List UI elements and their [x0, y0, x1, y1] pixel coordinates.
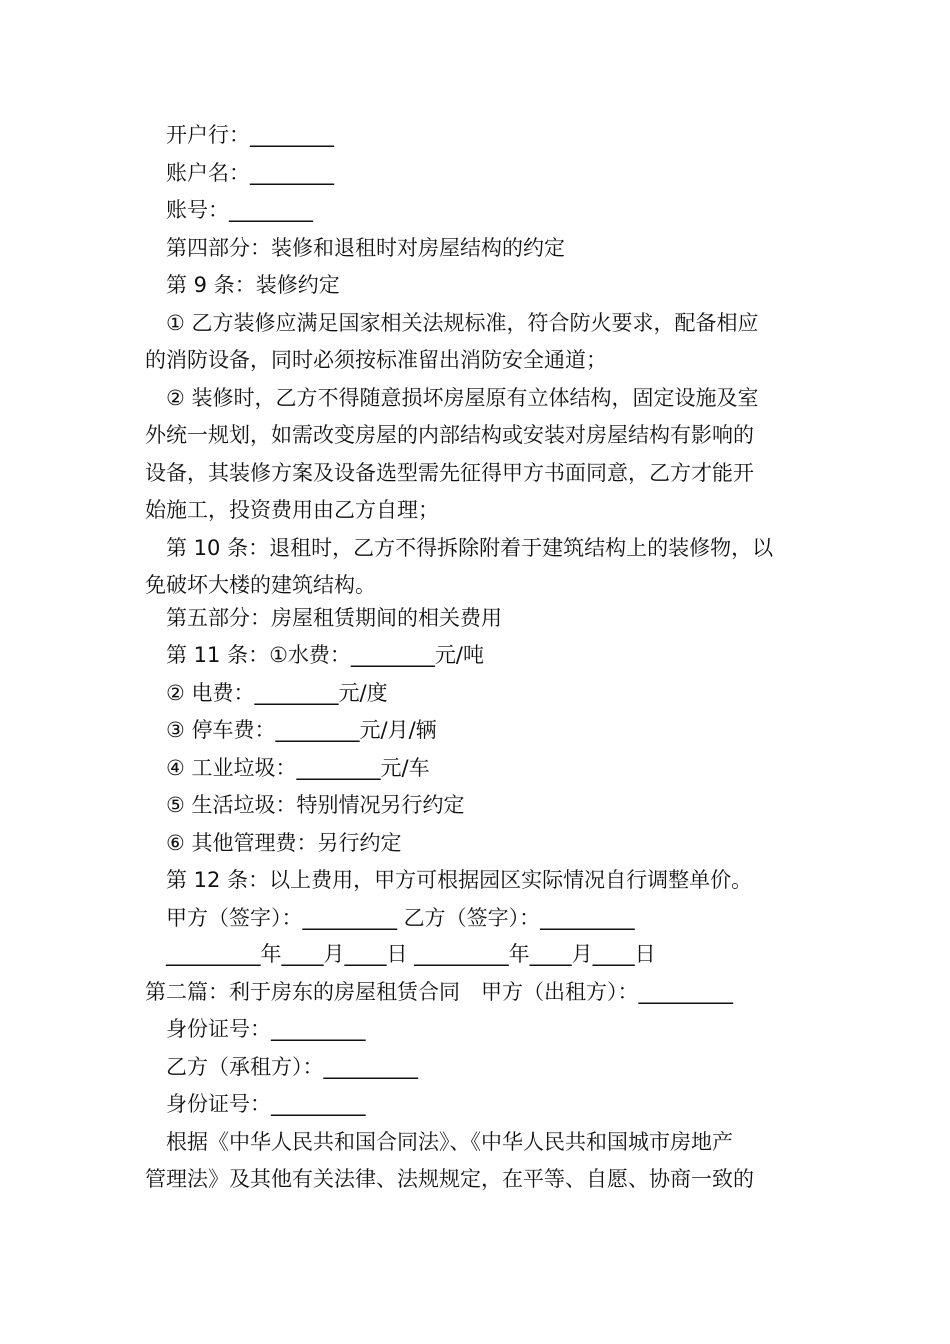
article-9-item-1-line-1: ① 乙方装修应满足国家相关法规标准，符合防火要求，配备相应: [166, 311, 759, 335]
account-number-line: 账号：________: [166, 198, 313, 222]
lessor-id-number-line: 身份证号：_________: [166, 1017, 366, 1041]
article-11-other-fees: ⑥ 其他管理费：另行约定: [166, 831, 402, 855]
signature-line: 甲方（签字）：_________ 乙方（签字）：_________: [166, 906, 635, 930]
article-11-domestic-waste: ⑤ 生活垃圾：特别情况另行约定: [166, 793, 465, 817]
part-five-heading: 第五部分：房屋租赁期间的相关费用: [166, 606, 502, 630]
article-9-item-2-line-4: 始施工，投资费用由乙方自理；: [145, 498, 439, 522]
account-name-line: 账户名：________: [166, 161, 334, 185]
article-9-item-2-line-3: 设备，其装修方案及设备选型需先征得甲方书面同意，乙方才能开: [145, 461, 754, 485]
article-11-electricity-fee: ② 电费：________元/度: [166, 681, 388, 705]
part-four-heading: 第四部分：装修和退租时对房屋结构的约定: [166, 236, 565, 260]
article-10-line-2: 免破坏大楼的建筑结构。: [145, 573, 376, 597]
article-12-line: 第 12 条：以上费用，甲方可根据园区实际情况自行调整单价。: [166, 868, 753, 892]
date-line: _________年____月____日 _________年____月____日: [166, 942, 656, 966]
second-contract-title-line: 第二篇：利于房东的房屋租赁合同 甲方（出租方）：_________: [145, 980, 733, 1004]
article-9-item-2-line-2: 外统一规划，如需改变房屋的内部结构或安装对房屋结构有影响的: [145, 423, 754, 447]
lessee-line: 乙方（承租方）：_________: [166, 1055, 418, 1079]
article-11-industrial-waste: ④ 工业垃圾：________元/车: [166, 756, 430, 780]
bank-name-line: 开户行：________: [166, 123, 334, 147]
article-10-line-1: 第 10 条：退租时，乙方不得拆除附着于建筑结构上的装修物，以: [166, 536, 774, 560]
article-9-heading: 第 9 条：装修约定: [166, 273, 340, 297]
article-11-water-fee: 第 11 条：①水费：________元/吨: [166, 643, 484, 667]
legal-basis-line-1: 根据《中华人民共和国合同法》、《中华人民共和国城市房地产: [166, 1130, 733, 1154]
legal-basis-line-2: 管理法》及其他有关法律、法规规定，在平等、自愿、协商一致的: [145, 1167, 754, 1191]
article-9-item-1-line-2: 的消防设备，同时必须按标准留出消防安全通道；: [145, 348, 607, 372]
article-11-parking-fee: ③ 停车费：________元/月/辆: [166, 718, 437, 742]
article-9-item-2-line-1: ② 装修时，乙方不得随意损坏房屋原有立体结构，固定设施及室: [166, 386, 759, 410]
lessee-id-number-line: 身份证号：_________: [166, 1092, 366, 1116]
